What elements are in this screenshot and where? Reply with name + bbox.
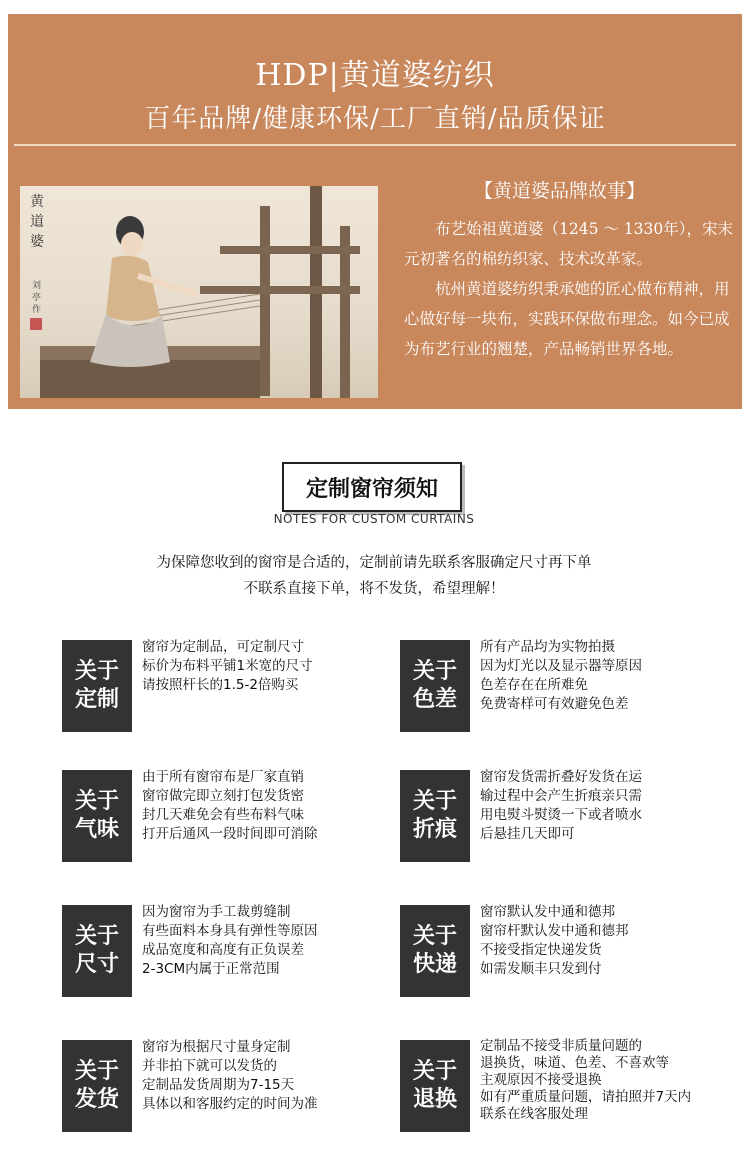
note-label-top: 关于 — [412, 789, 457, 814]
note-card — [62, 905, 402, 997]
inscription-char-1: 黄 — [30, 194, 44, 210]
weaving-painting — [20, 186, 378, 398]
note-label-bottom: 尺寸 — [74, 952, 119, 977]
seal-stamp — [30, 318, 42, 330]
note-label — [62, 640, 132, 732]
note-line: 窗帘杆默认发中通和德邦 — [480, 923, 629, 939]
note-label — [62, 1040, 132, 1132]
note-line: 具体以和客服约定的时间为准 — [142, 1096, 318, 1112]
note-label-top: 关于 — [74, 924, 119, 949]
note-text — [480, 1038, 748, 1123]
loom-illustration — [20, 186, 378, 398]
section-subtitle: NOTES FOR CUSTOM CURTAINS — [273, 512, 475, 526]
note-label — [400, 905, 470, 997]
note-line: 因为窗帘为手工裁剪缝制 — [142, 904, 291, 920]
note-text — [142, 768, 412, 844]
banner-title: HDP|黄道婆纺织 — [255, 58, 495, 93]
note-card — [400, 640, 740, 732]
note-card — [62, 770, 402, 862]
note-line: 由于所有窗帘布是厂家直销 — [142, 769, 304, 785]
note-line: 窗帘为定制品，可定制尺寸 — [142, 639, 304, 655]
note-line: 窗帘默认发中通和德邦 — [480, 904, 615, 920]
note-line: 成品宽度和高度有正负误差 — [142, 942, 304, 958]
note-label-bottom: 定制 — [74, 687, 119, 712]
note-label — [400, 1040, 470, 1132]
note-line: 因为灯光以及显示器等原因 — [480, 658, 642, 674]
note-line: 输过程中会产生折痕亲只需 — [480, 788, 642, 804]
intro-text — [0, 550, 748, 602]
note-line: 退换货，味道、色差、不喜欢等 — [480, 1055, 669, 1071]
note-label-bottom: 退换 — [412, 1087, 457, 1112]
note-label-top: 关于 — [412, 659, 457, 684]
note-label — [400, 640, 470, 732]
note-text — [142, 638, 412, 695]
note-line: 封几天难免会有些布料气味 — [142, 807, 304, 823]
signature-3: 作 — [32, 305, 42, 315]
note-text — [480, 768, 748, 844]
note-line: 并非拍下就可以发货的 — [142, 1058, 277, 1074]
note-line: 用电熨斗熨烫一下或者喷水 — [480, 807, 642, 823]
note-line: 免费寄样可有效避免色差 — [480, 696, 629, 712]
note-line: 定制品不接受非质量问题的 — [480, 1038, 642, 1054]
note-label-top: 关于 — [74, 1059, 119, 1084]
brand-story-heading: 【黄道婆品牌故事】 — [474, 180, 646, 202]
intro-line: 不联系直接下单，将不发货，希望理解！ — [243, 581, 505, 597]
note-label — [400, 770, 470, 862]
section-title: 定制窗帘须知 — [282, 462, 462, 512]
note-label-top: 关于 — [74, 789, 119, 814]
note-text — [142, 1038, 412, 1114]
note-line: 标价为布料平铺1米宽的尺寸 — [142, 658, 313, 674]
note-line: 2-3CM内属于正常范围 — [142, 961, 280, 977]
note-text — [142, 903, 412, 979]
note-line: 请按照杆长的1.5-2倍购买 — [142, 677, 299, 693]
note-text — [480, 903, 748, 979]
story-paragraph: 布艺始祖黄道婆（1245 ～ 1330年），宋末元初著名的棉纺织家、技术改革家。 — [404, 220, 733, 268]
note-line: 如有严重质量问题，请拍照并7天内 — [480, 1089, 692, 1105]
note-label — [62, 770, 132, 862]
note-label-top: 关于 — [74, 659, 119, 684]
note-card — [62, 1040, 402, 1132]
note-line: 如需发顺丰只发到付 — [480, 961, 602, 977]
note-card — [62, 640, 402, 732]
note-label-bottom: 快递 — [412, 952, 457, 977]
banner-divider — [14, 144, 736, 146]
note-line: 打开后通风一段时间即可消除 — [142, 826, 318, 842]
note-label-bottom: 气味 — [74, 817, 119, 842]
note-label — [62, 905, 132, 997]
note-line: 主观原因不接受退换 — [480, 1072, 602, 1088]
note-label-top: 关于 — [412, 1059, 457, 1084]
banner-subtitle: 百年品牌/健康环保/工厂直销/品质保证 — [144, 104, 606, 134]
note-line: 窗帘为根据尺寸量身定制 — [142, 1039, 291, 1055]
note-line: 色差存在在所难免 — [480, 677, 588, 693]
note-label-bottom: 色差 — [412, 687, 457, 712]
note-line: 窗帘做完即立刻打包发货密 — [142, 788, 304, 804]
note-line: 定制品发货周期为7-15天 — [142, 1077, 295, 1093]
story-paragraph: 杭州黄道婆纺织秉承她的匠心做布精神，用心做好每一块布，实践环保做布理念。如今已成为布艺行业的翘楚，产品畅销世界各地。 — [404, 280, 730, 358]
brand-banner — [8, 14, 742, 409]
note-line: 有些面料本身具有弹性等原因 — [142, 923, 318, 939]
signature-2: 亭 — [32, 293, 42, 303]
note-label-bottom: 折痕 — [412, 817, 457, 842]
note-text — [480, 638, 748, 714]
note-label-bottom: 发货 — [74, 1087, 119, 1112]
inscription-char-2: 道 — [30, 214, 44, 230]
note-line: 所有产品均为实物拍摄 — [480, 639, 615, 655]
note-label-top: 关于 — [412, 924, 457, 949]
note-card — [400, 905, 740, 997]
intro-line: 为保障您收到的窗帘是合适的，定制前请先联系客服确定尺寸再下单 — [156, 555, 592, 571]
note-card — [400, 770, 740, 862]
note-line: 窗帘发货需折叠好发货在运 — [480, 769, 642, 785]
note-line: 联系在线客服处理 — [480, 1106, 588, 1122]
signature-1: 刘 — [32, 281, 42, 291]
note-card — [400, 1040, 740, 1132]
inscription-char-3: 婆 — [30, 234, 44, 250]
note-line: 后悬挂几天即可 — [480, 826, 575, 842]
note-line: 不接受指定快递发货 — [480, 942, 602, 958]
brand-story-text — [404, 214, 734, 364]
